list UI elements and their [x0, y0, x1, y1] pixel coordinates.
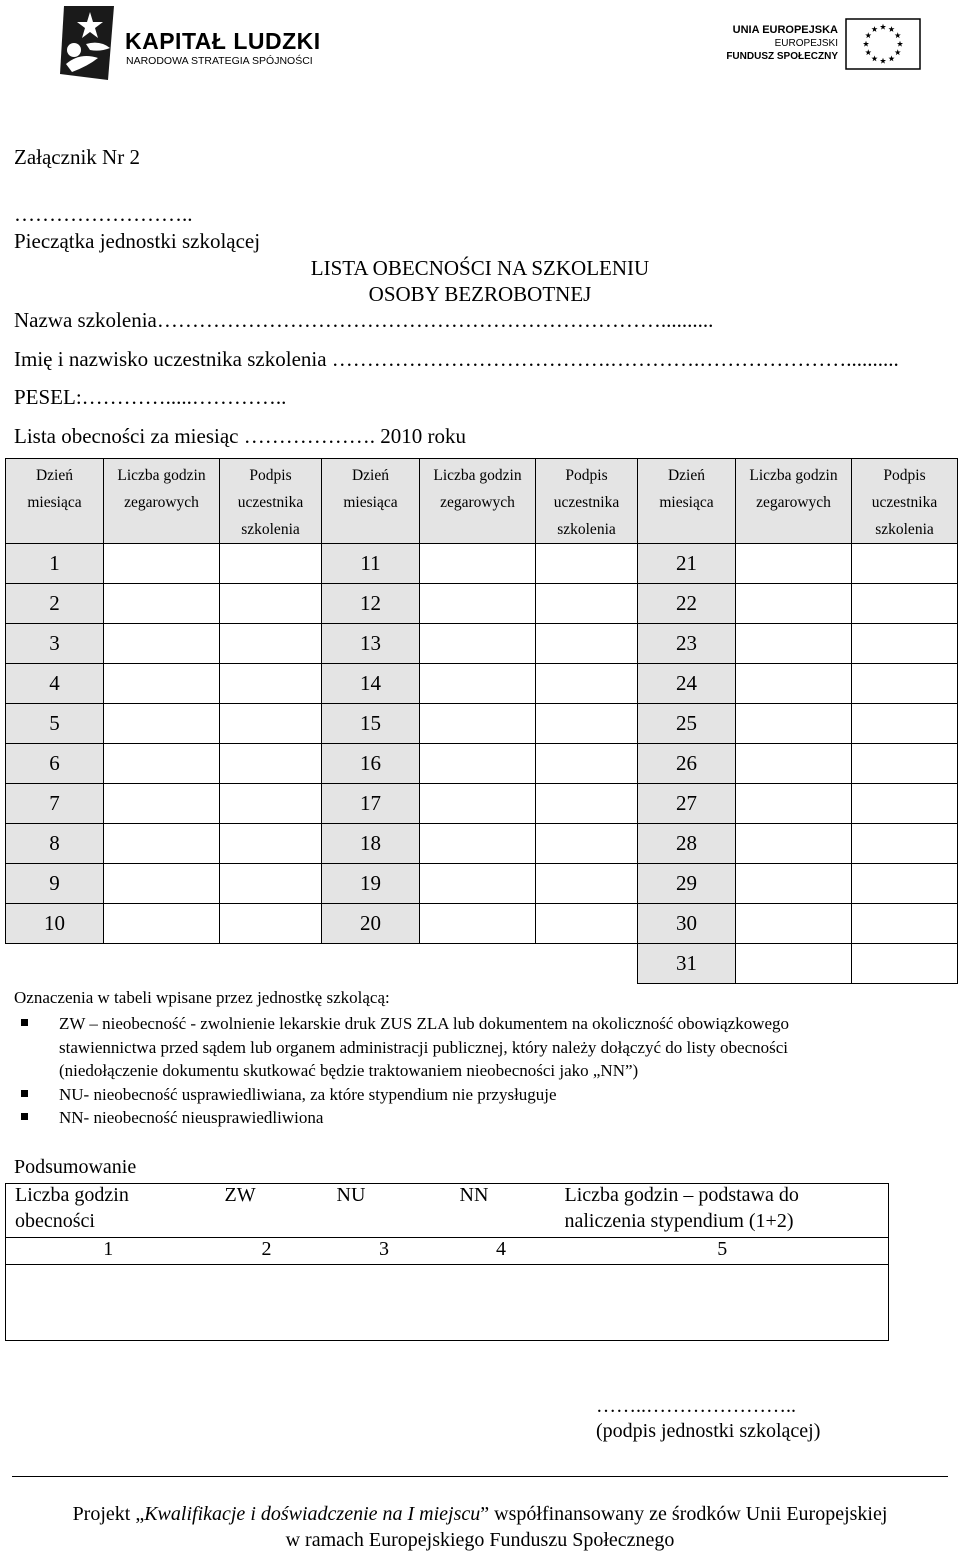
summary-header-cell [323, 1184, 446, 1238]
day-number-cell: 4 [6, 664, 104, 704]
attendance-header-text [6, 515, 103, 542]
signature-cell[interactable] [220, 584, 322, 624]
signature-cell[interactable] [220, 664, 322, 704]
attendance-header-text: zegarowych [756, 494, 831, 511]
signature-cell[interactable] [536, 824, 638, 864]
footer-suffix: ” współfinansowany ze środków Unii Europejskiej [480, 1503, 888, 1525]
summary-header-text: NN [459, 1184, 489, 1206]
hours-cell[interactable] [420, 544, 536, 584]
hours-cell[interactable] [104, 864, 220, 904]
hours-cell[interactable] [420, 904, 536, 944]
day-number-cell: 19 [322, 864, 420, 904]
attendance-header-text: miesiąca [27, 494, 82, 511]
signature-cell[interactable] [220, 784, 322, 824]
hours-cell[interactable] [104, 784, 220, 824]
hours-cell[interactable] [736, 864, 852, 904]
signature-cell[interactable] [852, 624, 958, 664]
attendance-header-text: miesiąca [343, 494, 398, 511]
summary-value-cell[interactable] [211, 1265, 323, 1341]
hours-cell[interactable] [736, 664, 852, 704]
summary-header-text [337, 1210, 446, 1236]
signature-cell[interactable] [536, 624, 638, 664]
summary-header-cell [446, 1184, 557, 1238]
table-row [6, 664, 958, 704]
table-row [6, 944, 958, 984]
hours-cell[interactable] [420, 704, 536, 744]
day-number-cell: 7 [6, 784, 104, 824]
attendance-header-cell [536, 459, 638, 544]
attendance-header-text: szkolenia [875, 521, 934, 538]
day-number-cell: 8 [6, 824, 104, 864]
summary-header-cell [6, 1184, 211, 1238]
attendance-header-text: Liczba godzin [749, 467, 838, 484]
hours-cell[interactable] [104, 624, 220, 664]
day-number-cell: 25 [638, 704, 736, 744]
summary-header-cell [557, 1184, 889, 1238]
day-number-cell: 26 [638, 744, 736, 784]
hours-cell[interactable] [420, 664, 536, 704]
empty-cell [322, 944, 420, 984]
hours-cell[interactable] [420, 864, 536, 904]
day-number-cell: 28 [638, 824, 736, 864]
signature-cell[interactable] [536, 544, 638, 584]
signature-cell[interactable] [852, 584, 958, 624]
kapital-ludzki-name: KAPITAŁ LUDZKI [125, 28, 321, 54]
summary-value-cell[interactable] [6, 1265, 211, 1341]
summary-header-text: naliczenia stypendium (1+2) [564, 1210, 794, 1232]
attendance-header-text: zegarowych [440, 494, 515, 511]
hours-cell[interactable] [420, 624, 536, 664]
legend-item-nu: NU- nieobecność usprawiedliwiana, za które stypendium nie przysługuje [59, 1085, 557, 1104]
day-number-cell: 1 [6, 544, 104, 584]
attendance-header-text [420, 515, 535, 542]
hours-cell[interactable] [104, 904, 220, 944]
kapital-ludzki-logo-icon [60, 4, 118, 82]
hours-cell[interactable] [736, 704, 852, 744]
hours-cell[interactable] [104, 704, 220, 744]
page-subtitle: OSOBY BEZROBOTNEJ [368, 282, 592, 306]
attendance-header-cell [220, 459, 322, 544]
summary-value-cell[interactable] [446, 1265, 557, 1341]
summary-value-row [6, 1265, 889, 1341]
signature-cell[interactable] [536, 584, 638, 624]
signature-cell[interactable] [852, 944, 958, 984]
day-number-cell: 9 [6, 864, 104, 904]
legend-item-nn: NN- nieobecność nieusprawiedliwiona [59, 1108, 324, 1127]
hours-cell[interactable] [420, 744, 536, 784]
signature-cell[interactable] [220, 904, 322, 944]
table-row [6, 624, 958, 664]
summary-title: Podsumowanie [14, 1156, 137, 1178]
hours-cell[interactable] [104, 744, 220, 784]
signature-cell[interactable] [220, 544, 322, 584]
day-number-cell: 18 [322, 824, 420, 864]
day-number-cell: 3 [6, 624, 104, 664]
signature-cell[interactable] [852, 784, 958, 824]
day-number-cell: 17 [322, 784, 420, 824]
hours-cell[interactable] [736, 744, 852, 784]
hours-cell[interactable] [736, 784, 852, 824]
eu-logo-line3: FUNDUSZ SPOŁECZNY [726, 51, 838, 62]
attendance-header-text: uczestnika [871, 494, 938, 511]
attendance-header-text [104, 515, 219, 542]
summary-column-number: 3 [323, 1238, 446, 1265]
signature-cell[interactable] [852, 704, 958, 744]
hours-cell[interactable] [736, 584, 852, 624]
stamp-dots: …………………….. [14, 202, 193, 226]
attendance-header-cell [736, 459, 852, 544]
summary-column-number: 4 [446, 1238, 557, 1265]
eu-flag-icon [845, 18, 921, 70]
hours-cell[interactable] [104, 584, 220, 624]
attendance-header-text: zegarowych [124, 494, 199, 511]
summary-header-text: ZW [224, 1184, 256, 1206]
day-number-cell: 11 [322, 544, 420, 584]
summary-header-text [460, 1210, 557, 1236]
summary-number-row [6, 1238, 889, 1265]
day-number-cell: 5 [6, 704, 104, 744]
summary-table [5, 1183, 889, 1341]
attendance-header-text: miesiąca [659, 494, 714, 511]
signature-label: (podpis jednostki szkolącej) [596, 1420, 821, 1442]
hours-cell[interactable] [420, 824, 536, 864]
hours-cell[interactable] [736, 624, 852, 664]
hours-cell[interactable] [736, 544, 852, 584]
signature-cell[interactable] [536, 664, 638, 704]
day-number-cell: 14 [322, 664, 420, 704]
signature-cell[interactable] [536, 904, 638, 944]
signature-dots: ……..………………….. [596, 1395, 796, 1417]
empty-cell [220, 944, 322, 984]
attendance-header-cell [6, 459, 104, 544]
attendance-header-text [736, 515, 851, 542]
signature-cell[interactable] [852, 544, 958, 584]
empty-cell [104, 944, 220, 984]
summary-header-text: NU [336, 1184, 366, 1206]
day-number-cell: 24 [638, 664, 736, 704]
table-row [6, 824, 958, 864]
signature-cell[interactable] [220, 704, 322, 744]
day-number-cell: 15 [322, 704, 420, 744]
attendance-header-text: szkolenia [241, 521, 300, 538]
signature-cell[interactable] [536, 704, 638, 744]
signature-cell[interactable] [852, 904, 958, 944]
attendance-header-text: Dzień [351, 467, 389, 484]
day-number-cell: 22 [638, 584, 736, 624]
legend-item-zw-line2: stawiennictwa przed sądem lub organem administracji publicznej, który należy dołączyć do listy obecności [59, 1038, 789, 1057]
table-row [6, 584, 958, 624]
annex-number: Załącznik Nr 2 [14, 145, 140, 169]
day-number-cell: 20 [322, 904, 420, 944]
summary-header-text: Liczba godzin – podstawa do [564, 1184, 799, 1206]
signature-cell[interactable] [852, 864, 958, 904]
day-number-cell: 31 [638, 944, 736, 984]
signature-cell[interactable] [852, 664, 958, 704]
empty-cell [420, 944, 536, 984]
attendance-header-text: Liczba godzin [433, 467, 522, 484]
signature-cell[interactable] [536, 784, 638, 824]
day-number-cell: 27 [638, 784, 736, 824]
footer-line2: w ramach Europejskiego Funduszu Społecznego [285, 1529, 675, 1551]
attendance-header-cell [852, 459, 958, 544]
day-number-cell: 30 [638, 904, 736, 944]
summary-value-cell[interactable] [557, 1265, 889, 1341]
bullet-icon [21, 1090, 28, 1097]
signature-cell[interactable] [220, 824, 322, 864]
summary-header-row [6, 1184, 889, 1238]
table-row [6, 544, 958, 584]
day-number-cell: 16 [322, 744, 420, 784]
footer-prefix: Projekt „ [72, 1503, 145, 1525]
kapital-ludzki-subtitle: NARODOWA STRATEGIA SPÓJNOŚCI [126, 55, 313, 67]
signature-cell[interactable] [852, 744, 958, 784]
attendance-header-text: szkolenia [557, 521, 616, 538]
month-field: Lista obecności za miesiąc ………………. 2010 roku [14, 424, 466, 448]
legend-title: Oznaczenia w tabeli wpisane przez jednostkę szkolącą: [14, 988, 390, 1007]
attendance-table [5, 458, 958, 984]
table-row [6, 704, 958, 744]
attendance-header-text: Podpis [249, 467, 292, 484]
summary-column-number: 2 [211, 1238, 323, 1265]
bullet-icon [21, 1113, 28, 1120]
attendance-header-cell [104, 459, 220, 544]
attendance-header-text: uczestnika [553, 494, 620, 511]
hours-cell[interactable] [104, 544, 220, 584]
signature-cell[interactable] [536, 864, 638, 904]
hours-cell[interactable] [736, 944, 852, 984]
footer-line1 [0, 1503, 960, 1526]
attendance-header-text: Podpis [565, 467, 608, 484]
summary-column-number: 5 [557, 1238, 889, 1265]
footer-project-name: Kwalifikacje i doświadczenie na I miejscu [144, 1503, 481, 1525]
day-number-cell: 12 [322, 584, 420, 624]
day-number-cell: 10 [6, 904, 104, 944]
summary-header-text: obecności [15, 1210, 95, 1232]
attendance-header-text [638, 515, 735, 542]
summary-value-cell[interactable] [323, 1265, 446, 1341]
hours-cell[interactable] [420, 584, 536, 624]
attendance-header-text [322, 515, 419, 542]
eu-logo-text [718, 24, 838, 63]
hours-cell[interactable] [104, 664, 220, 704]
day-number-cell: 23 [638, 624, 736, 664]
attendance-header-text: Liczba godzin [117, 467, 206, 484]
day-number-cell: 13 [322, 624, 420, 664]
table-row [6, 864, 958, 904]
day-number-cell: 2 [6, 584, 104, 624]
day-number-cell: 29 [638, 864, 736, 904]
day-number-cell: 21 [638, 544, 736, 584]
summary-header-text: Liczba godzin [15, 1184, 129, 1206]
signature-cell[interactable] [220, 744, 322, 784]
empty-cell [6, 944, 104, 984]
attendance-header-cell [420, 459, 536, 544]
table-row [6, 744, 958, 784]
bullet-icon [21, 1019, 28, 1026]
table-row [6, 784, 958, 824]
signature-cell[interactable] [536, 744, 638, 784]
attendance-header-cell [322, 459, 420, 544]
day-number-cell: 6 [6, 744, 104, 784]
hours-cell[interactable] [736, 904, 852, 944]
pesel-field: PESEL:………….....………….. [14, 385, 287, 409]
signature-cell[interactable] [852, 824, 958, 864]
eu-logo-line2: EUROPEJSKI [774, 38, 838, 49]
attendance-header-text: Dzień [35, 467, 73, 484]
hours-cell[interactable] [736, 824, 852, 864]
attendance-header-row [6, 459, 958, 544]
summary-header-cell [211, 1184, 323, 1238]
participant-name-field: Imię i nazwisko uczestnika szkolenia ………………………………….………….………………….......... [14, 347, 899, 371]
hours-cell[interactable] [420, 784, 536, 824]
legend-item-zw-line3: (niedołączenie dokumentu skutkować będzie traktowaniem nieobecności jako „NN”) [59, 1061, 639, 1080]
page-title: LISTA OBECNOŚCI NA SZKOLENIU [310, 256, 650, 280]
signature-cell[interactable] [220, 864, 322, 904]
signature-cell[interactable] [220, 624, 322, 664]
summary-header-text [225, 1210, 323, 1236]
empty-cell [536, 944, 638, 984]
attendance-header-cell [638, 459, 736, 544]
attendance-header-text: Podpis [883, 467, 926, 484]
attendance-header-text: Dzień [667, 467, 705, 484]
summary-column-number: 1 [6, 1238, 211, 1265]
stamp-label: Pieczątka jednostki szkolącej [14, 229, 261, 253]
eu-logo-line1: UNIA EUROPEJSKA [732, 24, 838, 36]
table-row [6, 904, 958, 944]
hours-cell[interactable] [104, 824, 220, 864]
legend-item-zw-line1: ZW – nieobecność - zwolnienie lekarskie druk ZUS ZLA lub dokumentem na okoliczność obowiązkowego [59, 1014, 790, 1033]
footer-divider [12, 1476, 948, 1477]
attendance-header-text: uczestnika [237, 494, 304, 511]
course-name-field: Nazwa szkolenia……………………………………………………………….......... [14, 308, 714, 332]
